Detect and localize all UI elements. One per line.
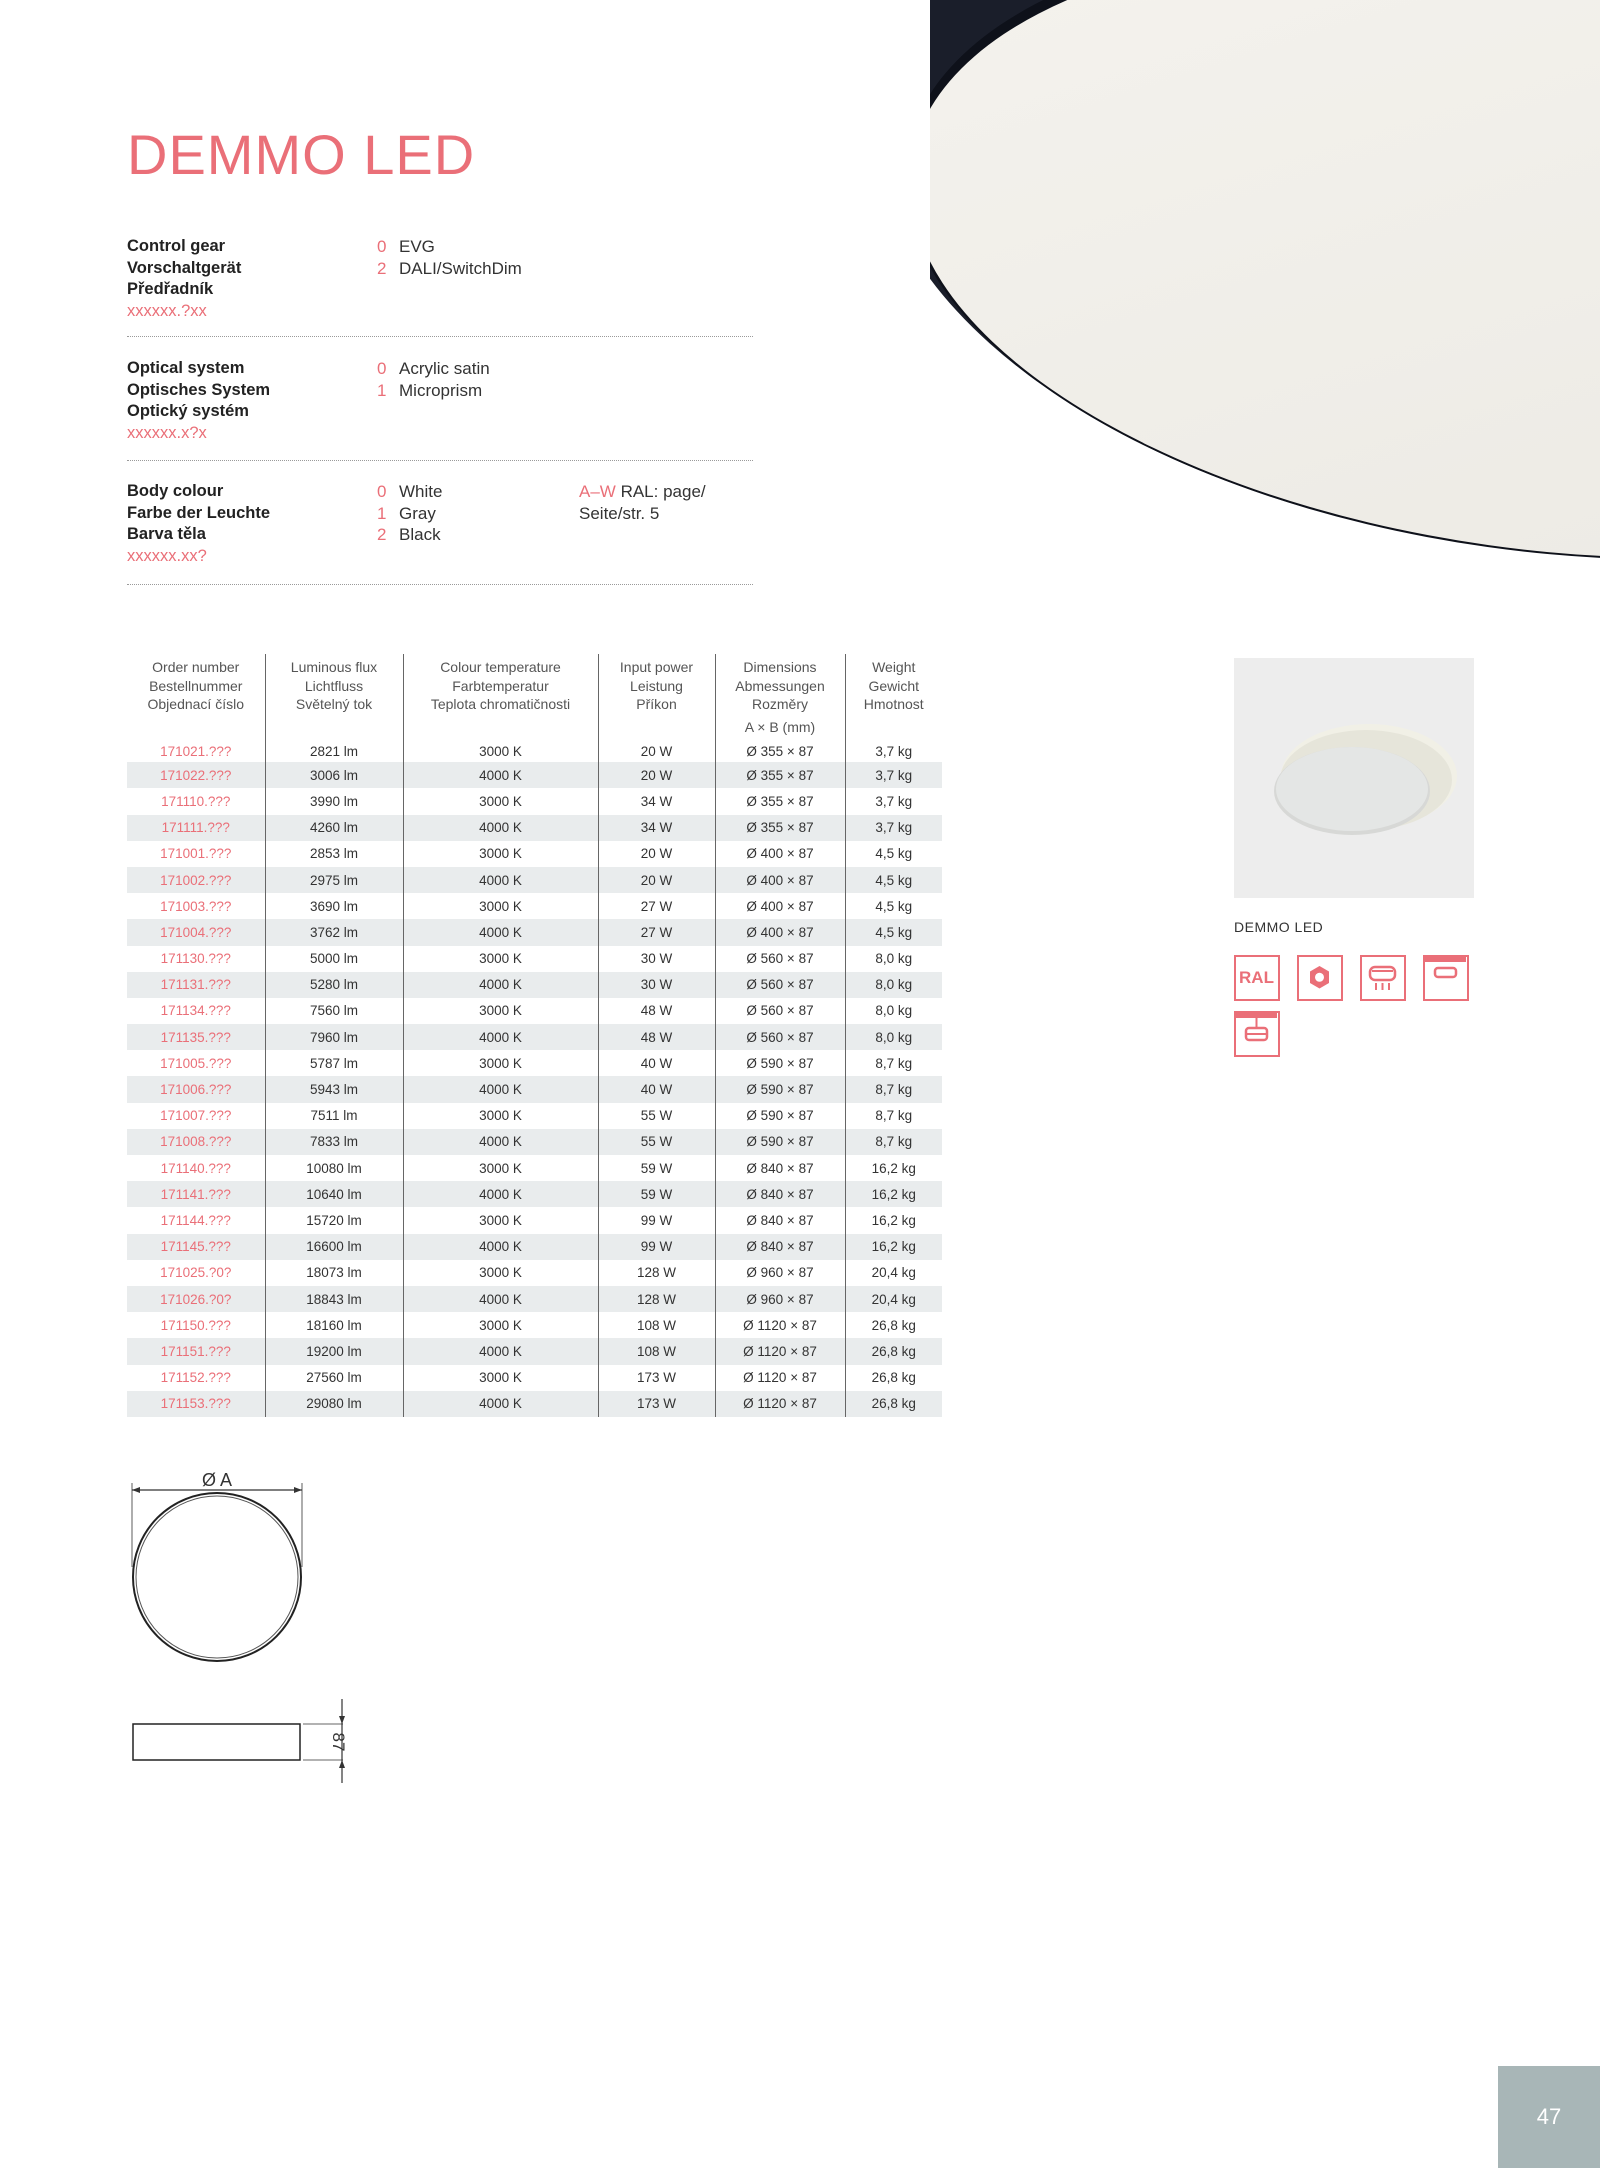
option-value-number: 1 — [377, 503, 387, 523]
cell-input-power: 27 W — [598, 893, 715, 919]
cell-order-number: 171001.??? — [127, 841, 265, 867]
cell-order-number: 171003.??? — [127, 893, 265, 919]
cell-input-power: 30 W — [598, 972, 715, 998]
cell-order-number: 171134.??? — [127, 998, 265, 1024]
table-row — [127, 972, 942, 998]
cell-order-number: 171007.??? — [127, 1103, 265, 1129]
cell-dimensions: Ø 560 × 87 — [715, 972, 845, 998]
cell-dimensions: Ø 840 × 87 — [715, 1155, 845, 1181]
cell-dimensions: Ø 355 × 87 — [715, 762, 845, 788]
option-optical-system — [127, 358, 753, 488]
cell-weight: 3,7 kg — [845, 815, 942, 841]
option-value-number: 0 — [377, 482, 387, 501]
cell-input-power: 40 W — [598, 1076, 715, 1102]
cell-input-power: 59 W — [598, 1155, 715, 1181]
table-row — [127, 788, 942, 814]
cell-luminous-flux: 15720 lm — [265, 1207, 403, 1233]
cell-colour-temperature: 3000 K — [403, 998, 598, 1024]
option-code: xxxxxx.x?x — [127, 423, 207, 442]
page-title: DEMMO LED — [127, 123, 476, 186]
cell-weight: 26,8 kg — [845, 1338, 942, 1364]
cell-colour-temperature: 3000 K — [403, 1207, 598, 1233]
page-number: 47 — [1536, 2104, 1562, 2129]
table-row — [127, 1129, 942, 1155]
cell-dimensions: Ø 590 × 87 — [715, 1050, 845, 1076]
cell-order-number: 171026.?0? — [127, 1286, 265, 1312]
cell-input-power: 20 W — [598, 867, 715, 893]
cell-weight: 26,8 kg — [871, 1370, 916, 1386]
option-label: Předřadník — [127, 280, 214, 298]
cell-colour-temperature: 4000 K — [403, 919, 598, 945]
cell-order-number: 171130.??? — [127, 946, 265, 972]
cell-dimensions: Ø 1120 × 87 — [715, 1391, 845, 1417]
cell-weight: 3,7 kg — [875, 793, 913, 809]
cell-order-number: 171002.??? — [127, 867, 265, 893]
option-code: xxxxxx.xx? — [127, 546, 207, 565]
table-row — [127, 1103, 942, 1129]
cell-colour-temperature: 3000 K — [403, 736, 598, 762]
ceiling-mount-icon — [1360, 955, 1406, 1001]
cell-input-power: 34 W — [598, 788, 715, 814]
cell-luminous-flux: 7511 lm — [265, 1103, 403, 1129]
cell-input-power: 108 W — [598, 1338, 715, 1364]
cell-weight: 20,4 kg — [871, 1265, 916, 1281]
cell-colour-temperature: 3000 K — [403, 1103, 598, 1129]
cell-input-power: 20 W — [598, 762, 715, 788]
cell-luminous-flux: 5280 lm — [265, 972, 403, 998]
cell-order-number: 171145.??? — [127, 1234, 265, 1260]
cell-input-power: 48 W — [598, 1024, 715, 1050]
cell-order-number: 171111.??? — [127, 815, 265, 841]
cell-luminous-flux: 29080 lm — [265, 1391, 403, 1417]
table-row — [127, 762, 942, 788]
cell-colour-temperature: 4000 K — [403, 972, 598, 998]
cell-order-number: 171022.??? — [127, 762, 265, 788]
table-row — [127, 1286, 942, 1312]
cell-order-number: 171153.??? — [127, 1391, 265, 1417]
cell-colour-temperature: 3000 K — [403, 1155, 598, 1181]
cell-order-number: 171008.??? — [127, 1129, 265, 1155]
cell-input-power: 27 W — [598, 919, 715, 945]
cell-luminous-flux: 5943 lm — [265, 1076, 403, 1102]
cell-colour-temperature: 4000 K — [403, 1129, 598, 1155]
cell-luminous-flux: 5000 lm — [265, 946, 403, 972]
option-value-number: 0 — [377, 237, 387, 256]
header-colour-temperature: Colour temperature Farbtemperatur Teplota chromatičnosti — [403, 654, 598, 736]
cell-dimensions: Ø 400 × 87 — [715, 919, 845, 945]
cell-luminous-flux: 2821 lm — [265, 736, 403, 762]
option-control-gear — [127, 236, 753, 366]
table-row — [127, 919, 942, 945]
product-thumbnail — [1234, 658, 1474, 898]
table-row — [127, 998, 942, 1024]
header-order-number: Order number Bestellnummer Objednací číslo — [127, 654, 265, 736]
cell-dimensions: Ø 840 × 87 — [715, 1181, 845, 1207]
cell-colour-temperature: 3000 K — [403, 1365, 598, 1391]
header-input-power: Input power Leistung Příkon — [598, 654, 715, 736]
spec-table — [127, 654, 942, 1417]
table-header-row — [127, 654, 942, 736]
cell-weight: 8,0 kg — [875, 951, 913, 967]
cell-weight: 8,7 kg — [875, 1108, 913, 1124]
option-value-text: White — [399, 482, 443, 501]
cell-input-power: 20 W — [598, 736, 715, 762]
cell-weight: 16,2 kg — [845, 1181, 942, 1207]
option-label: Control gear — [127, 237, 226, 255]
table-row — [127, 1155, 942, 1181]
cell-colour-temperature: 4000 K — [403, 1024, 598, 1050]
option-label: Vorschaltgerät — [127, 258, 242, 277]
header-dimensions-sub: A × B (mm) — [744, 718, 816, 735]
cell-colour-temperature: 4000 K — [403, 1076, 598, 1102]
cell-luminous-flux: 2975 lm — [265, 867, 403, 893]
product-label: DEMMO LED — [1234, 919, 1324, 935]
table-row — [127, 1050, 942, 1076]
cell-luminous-flux: 18073 lm — [265, 1260, 403, 1286]
cell-colour-temperature: 4000 K — [403, 1338, 598, 1364]
cell-luminous-flux: 19200 lm — [265, 1338, 403, 1364]
cell-dimensions: Ø 560 × 87 — [715, 1024, 845, 1050]
cell-weight: 16,2 kg — [871, 1160, 916, 1176]
cell-weight: 4,5 kg — [845, 867, 942, 893]
cell-colour-temperature: 4000 K — [403, 867, 598, 893]
cell-order-number: 171005.??? — [127, 1050, 265, 1076]
table-row — [127, 841, 942, 867]
cell-luminous-flux: 16600 lm — [265, 1234, 403, 1260]
table-row — [127, 1207, 942, 1233]
cell-input-power: 55 W — [598, 1129, 715, 1155]
cell-weight: 16,2 kg — [871, 1212, 916, 1228]
cell-weight: 8,0 kg — [875, 1003, 913, 1019]
cell-colour-temperature: 4000 K — [403, 815, 598, 841]
cell-luminous-flux: 10640 lm — [265, 1181, 403, 1207]
cell-weight: 26,8 kg — [871, 1317, 916, 1333]
cell-dimensions: Ø 590 × 87 — [715, 1103, 845, 1129]
cell-dimensions: Ø 1120 × 87 — [715, 1338, 845, 1364]
cell-input-power: 99 W — [598, 1207, 715, 1233]
cell-weight: 8,0 kg — [845, 972, 942, 998]
table-row — [127, 736, 942, 762]
ral-note — [579, 481, 706, 524]
cell-weight: 8,7 kg — [845, 1076, 942, 1102]
cell-luminous-flux: 18843 lm — [265, 1286, 403, 1312]
cell-luminous-flux: 3990 lm — [265, 788, 403, 814]
cell-weight: 4,5 kg — [845, 919, 942, 945]
cell-input-power: 173 W — [598, 1391, 715, 1417]
cell-dimensions: Ø 1120 × 87 — [715, 1365, 845, 1391]
cell-weight: 4,5 kg — [875, 846, 913, 862]
height-label: 87 — [329, 1732, 348, 1752]
divider — [127, 460, 753, 461]
cell-luminous-flux: 18160 lm — [265, 1312, 403, 1338]
cell-luminous-flux: 3762 lm — [265, 919, 403, 945]
divider — [127, 336, 753, 337]
cell-weight: 3,7 kg — [875, 743, 913, 759]
cell-order-number: 171021.??? — [127, 736, 265, 762]
cell-luminous-flux: 27560 lm — [265, 1365, 403, 1391]
cell-dimensions: Ø 560 × 87 — [715, 946, 845, 972]
cell-luminous-flux: 7833 lm — [265, 1129, 403, 1155]
option-label: Barva těla — [127, 525, 206, 543]
cell-dimensions: Ø 1120 × 87 — [715, 1312, 845, 1338]
table-row — [127, 1181, 942, 1207]
header-luminous-flux: Luminous flux Lichtfluss Světelný tok — [265, 654, 403, 736]
cell-dimensions: Ø 400 × 87 — [715, 893, 845, 919]
option-value-number: 0 — [377, 359, 387, 378]
cell-input-power: 34 W — [598, 815, 715, 841]
cell-luminous-flux: 5787 lm — [265, 1050, 403, 1076]
cell-luminous-flux: 10080 lm — [265, 1155, 403, 1181]
cell-input-power: 128 W — [598, 1286, 715, 1312]
cell-order-number: 171006.??? — [127, 1076, 265, 1102]
cell-dimensions: Ø 590 × 87 — [715, 1129, 845, 1155]
table-row — [127, 1076, 942, 1102]
option-value-text: Black — [399, 525, 441, 544]
option-value-number: 1 — [377, 380, 387, 400]
cell-input-power: 128 W — [598, 1260, 715, 1286]
cell-luminous-flux: 3006 lm — [265, 762, 403, 788]
option-code: xxxxxx.?xx — [127, 301, 207, 320]
divider — [127, 584, 753, 585]
ral-icon: RAL — [1234, 955, 1280, 1001]
option-value-number: 2 — [377, 258, 387, 278]
cell-weight: 20,4 kg — [845, 1286, 942, 1312]
cell-input-power: 55 W — [598, 1103, 715, 1129]
cell-dimensions: Ø 355 × 87 — [715, 736, 845, 762]
page-number-box — [1498, 2066, 1600, 2168]
cell-weight: 8,7 kg — [845, 1129, 942, 1155]
cell-input-power: 48 W — [598, 998, 715, 1024]
table-row — [127, 1365, 942, 1391]
ral-range: A–W — [579, 482, 616, 501]
table-row — [127, 867, 942, 893]
header-dimensions: Dimensions Abmessungen Rozměry A × B (mm) — [715, 654, 845, 736]
cell-luminous-flux: 3690 lm — [265, 893, 403, 919]
option-body-colour — [127, 481, 753, 611]
cell-colour-temperature: 4000 K — [403, 1234, 598, 1260]
cell-weight: 8,7 kg — [875, 1055, 913, 1071]
cell-input-power: 20 W — [598, 841, 715, 867]
cell-dimensions: Ø 960 × 87 — [715, 1286, 845, 1312]
cell-order-number: 171140.??? — [127, 1155, 265, 1181]
table-row — [127, 815, 942, 841]
ral-text: RAL: page/ — [615, 482, 706, 501]
cell-input-power: 173 W — [598, 1365, 715, 1391]
cell-dimensions: Ø 400 × 87 — [715, 867, 845, 893]
table-row — [127, 946, 942, 972]
cell-colour-temperature: 4000 K — [403, 1286, 598, 1312]
cell-order-number: 171110.??? — [127, 788, 265, 814]
option-value-text: Acrylic satin — [399, 359, 490, 378]
cell-weight: 3,7 kg — [845, 762, 942, 788]
recessed-mount-icon — [1423, 955, 1469, 1001]
cell-dimensions: Ø 355 × 87 — [715, 815, 845, 841]
ral-text: Seite/str. 5 — [579, 503, 660, 523]
cell-input-power: 99 W — [598, 1234, 715, 1260]
cell-colour-temperature: 3000 K — [403, 1050, 598, 1076]
cell-dimensions: Ø 400 × 87 — [715, 841, 845, 867]
cell-dimensions: Ø 840 × 87 — [715, 1207, 845, 1233]
suspended-mount-icon — [1234, 1011, 1280, 1057]
option-value-text: EVG — [399, 237, 435, 256]
option-value-number: 2 — [377, 525, 387, 544]
cell-order-number: 171135.??? — [127, 1024, 265, 1050]
cell-colour-temperature: 3000 K — [403, 788, 598, 814]
cell-colour-temperature: 4000 K — [403, 762, 598, 788]
cell-weight: 4,5 kg — [875, 898, 913, 914]
cell-order-number: 171141.??? — [127, 1181, 265, 1207]
cell-input-power: 40 W — [598, 1050, 715, 1076]
cell-colour-temperature: 3000 K — [403, 841, 598, 867]
cell-input-power: 108 W — [598, 1312, 715, 1338]
option-value-text: Gray — [399, 503, 436, 523]
cell-weight: 26,8 kg — [845, 1391, 942, 1417]
table-row — [127, 1234, 942, 1260]
table-row — [127, 1312, 942, 1338]
cell-dimensions: Ø 560 × 87 — [715, 998, 845, 1024]
option-label: Optisches System — [127, 380, 271, 399]
cell-colour-temperature: 3000 K — [403, 1260, 598, 1286]
cell-luminous-flux: 2853 lm — [265, 841, 403, 867]
cell-luminous-flux: 7960 lm — [265, 1024, 403, 1050]
cell-dimensions: Ø 355 × 87 — [715, 788, 845, 814]
cell-order-number: 171144.??? — [127, 1207, 265, 1233]
cell-luminous-flux: 7560 lm — [265, 998, 403, 1024]
cell-order-number: 171151.??? — [127, 1338, 265, 1364]
cell-colour-temperature: 4000 K — [403, 1181, 598, 1207]
cell-weight: 8,0 kg — [845, 1024, 942, 1050]
hexagon-icon — [1297, 955, 1343, 1001]
hero-product-image — [930, 0, 1600, 560]
option-label: Farbe der Leuchte — [127, 503, 271, 522]
cell-order-number: 171025.?0? — [127, 1260, 265, 1286]
header-weight: Weight Gewicht Hmotnost — [863, 659, 924, 712]
option-label: Body colour — [127, 482, 224, 500]
cell-weight: 16,2 kg — [845, 1234, 942, 1260]
cell-dimensions: Ø 590 × 87 — [715, 1076, 845, 1102]
table-row — [127, 1338, 942, 1364]
cell-luminous-flux: 4260 lm — [265, 815, 403, 841]
option-label: Optical system — [127, 359, 245, 377]
cell-colour-temperature: 4000 K — [403, 1391, 598, 1417]
table-row — [127, 1391, 942, 1417]
cell-colour-temperature: 3000 K — [403, 1312, 598, 1338]
cell-input-power: 59 W — [598, 1181, 715, 1207]
diameter-label: Ø A — [201, 1470, 233, 1490]
cell-order-number: 171004.??? — [127, 919, 265, 945]
cell-order-number: 171152.??? — [127, 1365, 265, 1391]
dimension-drawing — [125, 1465, 385, 1795]
cell-colour-temperature: 3000 K — [403, 946, 598, 972]
option-label: Optický systém — [127, 402, 249, 420]
table-row — [127, 1024, 942, 1050]
cell-dimensions: Ø 960 × 87 — [715, 1260, 845, 1286]
table-row — [127, 893, 942, 919]
cell-input-power: 30 W — [598, 946, 715, 972]
cell-colour-temperature: 3000 K — [403, 893, 598, 919]
option-value-text: DALI/SwitchDim — [399, 258, 522, 278]
spec-table-body — [127, 736, 942, 1417]
table-row — [127, 1260, 942, 1286]
cell-order-number: 171150.??? — [127, 1312, 265, 1338]
option-value-text: Microprism — [399, 380, 483, 400]
cell-dimensions: Ø 840 × 87 — [715, 1234, 845, 1260]
cell-order-number: 171131.??? — [127, 972, 265, 998]
